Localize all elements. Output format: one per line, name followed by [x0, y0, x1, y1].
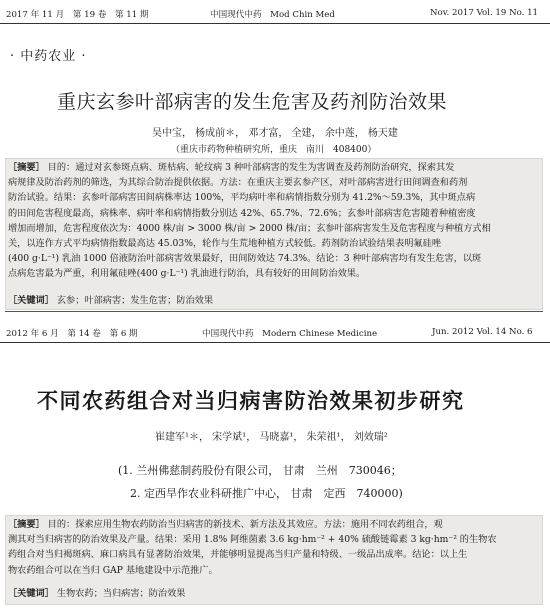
journal-issue-info: 2017 年 11 月 第 19 卷 第 11 期 [6, 10, 149, 20]
keywords-label: ［关键词］ [8, 588, 54, 599]
header-rule [0, 342, 550, 343]
journal-name: 中国现代中药 Modern Chinese Medicine [202, 329, 378, 339]
abstract-line: 防治试验。结果：玄参叶部病害田间病株率达 100%，平均病叶率和病情指数分别为 41.2%～59.3%，其中斑点病 [8, 192, 476, 204]
keywords-text: 玄参；叶部病害；发生危害；防治效果 [56, 295, 214, 306]
abstract-line: 的田间危害程度最高，病株率、病叶率和病情指数分别达 42%、65.7%、72.6%；玄参叶部病害危害随着种植密度 [8, 207, 476, 219]
article-title: 重庆玄参叶部病害的发生危害及药剂防治效果 [57, 91, 448, 113]
keywords [8, 294, 542, 308]
journal-volume-info: Jun. 2012 Vol. 14 No. 6 [432, 327, 533, 337]
affiliation-2: 2. 定西旱作农业科研推广中心， 甘肃 定西 740000) [130, 487, 403, 500]
abstract-line: 物农药组合可以在当归 GAP 基地建设中示范推广。 [8, 564, 218, 576]
abstract-line: 点病危害最为严重，利用氟硅唑(400 g·L⁻¹) 乳油进行防治，具有较好的田间防治效果。 [8, 268, 366, 280]
abstract-line: 测其对当归病害的防治效果及产量。结果：采用 1.8% 阿维菌素 3.6 kg·hm⁻² + 40% 硫酸链霉素 3 kg·hm⁻² 的生物农 [8, 534, 497, 546]
abstract-line: 增加而增加，危害程度依次为：4000 株/亩 > 3000 株/亩 > 2000 株/亩；玄参叶部病害发生及危害程度与种植方式相 [8, 222, 491, 234]
abstract-line: 目的：通过对玄参斑点病、斑枯病、轮纹病 3 种叶部病害的发生为害调查及药剂防治研究，探索其发 [47, 162, 455, 173]
section-label: · 中药农业 · [10, 49, 87, 64]
abstract-line: 关，以连作方式平均病情指数最高达 45.03%，轮作与生荒地种植方式较低。药剂防治试验结果表明氟硅唑 [8, 238, 442, 250]
affiliation-1: (1. 兰州佛慈制药股份有限公司， 甘肃 兰州 730046； [118, 464, 402, 477]
abstract [8, 517, 542, 578]
abstract-line: 药组合对当归褐斑病、麻口病具有显著防治效果，并能够明显提高当归产量和特级、一级品出成率。结论：以上生 [8, 549, 468, 561]
header-rule [0, 23, 550, 24]
article-title: 不同农药组合对当归病害防治效果初步研究 [37, 389, 465, 413]
journal-volume-info: Nov. 2017 Vol. 19 No. 11 [430, 8, 539, 18]
affiliation: （重庆市药物种植研究所，重庆 南川 408400） [171, 145, 377, 155]
abstract-line: (400 g·L⁻¹) 乳油 1000 倍液防治叶部病害效果最好，田间防效达 74.3%。结论：3 种叶部病害均有发生危害，以斑 [8, 253, 482, 265]
keywords [8, 587, 542, 601]
abstract-label: ［摘要］ [8, 162, 45, 173]
abstract-label: ［摘要］ [8, 519, 45, 530]
author-list: 吴中宝， 杨成前＊， 邓才富， 全建， 余中莲， 杨天建 [152, 128, 398, 139]
journal-issue-info: 2012 年 6 月 第 14 卷 第 6 期 [6, 329, 138, 339]
author-list: 崔建军¹＊， 宋学斌¹， 马晓嘉¹， 朱荣祖¹， 刘效瑞² [155, 432, 388, 443]
journal-name: 中国现代中药 Mod Chin Med [210, 10, 335, 20]
abstract-line: 目的：探索应用生物农药防治当归病害的新技术、新方法及其效应。方法：施用不同农药组合，观 [47, 519, 443, 530]
abstract [8, 160, 542, 282]
keywords-rule [5, 311, 543, 312]
abstract-line: 病规律及防治药剂的筛选，为其综合防治提供依据。方法：在重庆主要玄参产区，对叶部病害进行田间调查和药剂 [8, 177, 468, 189]
keywords-text: 生物农药；当归病害；防治效果 [56, 588, 186, 599]
keywords-label: ［关键词］ [8, 295, 54, 306]
